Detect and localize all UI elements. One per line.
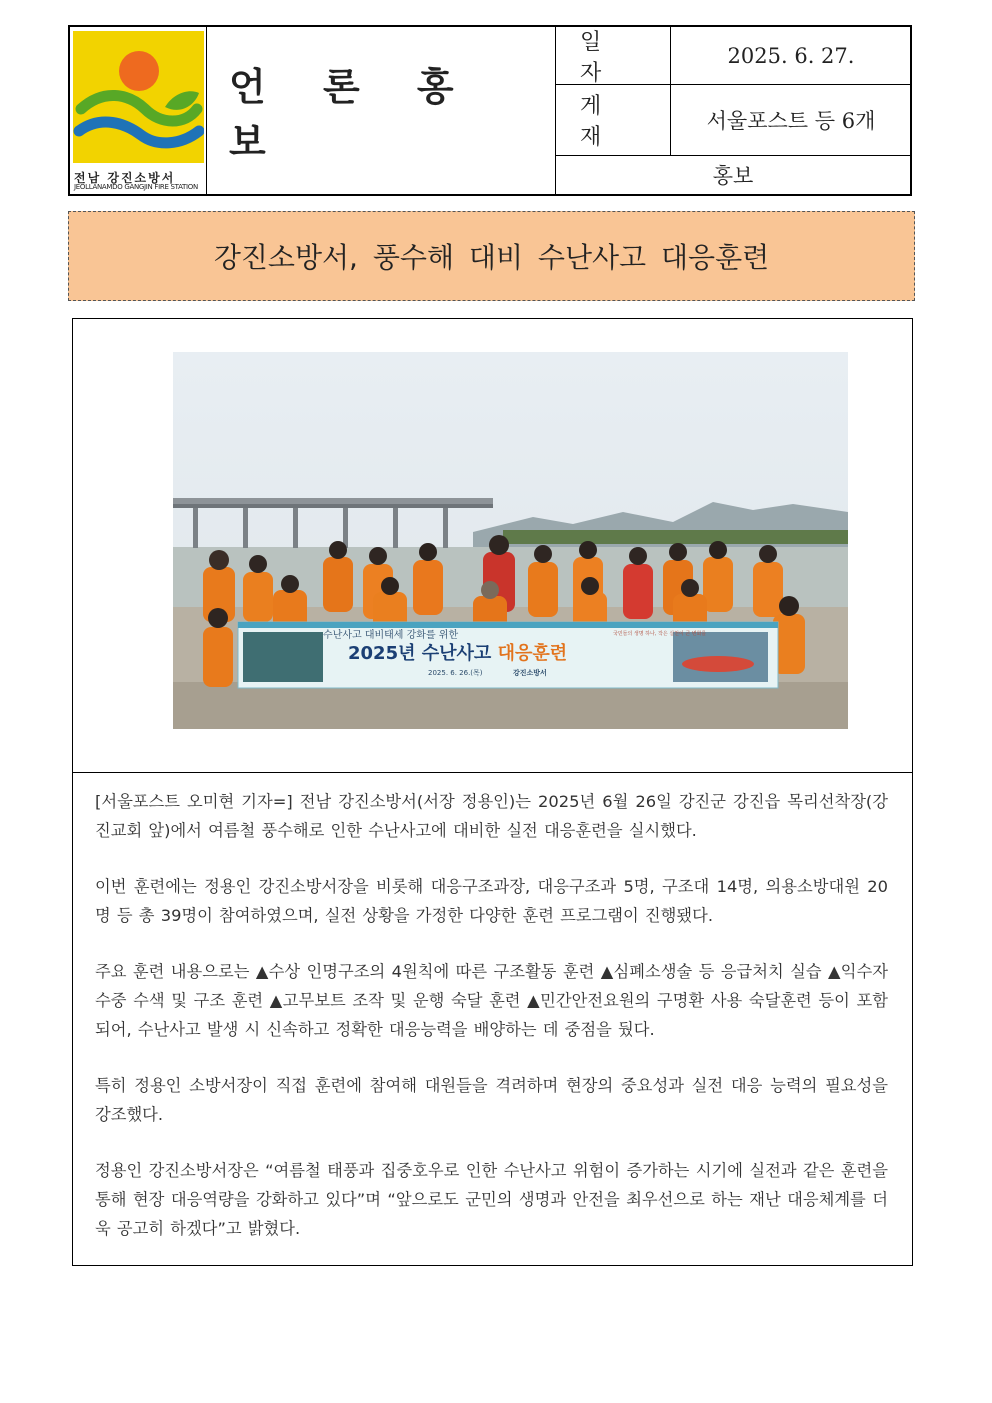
article-paragraph: [서울포스트 오미현 기자=] 전남 강진소방서(서장 정용인)는 2025년 6월 26일 강진군 강진읍 목리선착장(강진교회 앞)에서 여름철 풍수해로 인한 수난사고에 대비한 실전 대응훈련을 실시했다. [95,792,888,840]
article-body [72,772,913,1266]
fire-station-logo [73,31,204,163]
headline-text: 강진소방서, 풍수해 대비 수난사고 대응훈련 [213,241,770,274]
header-table [68,25,912,196]
publication-row [556,85,910,156]
category-cell: 홍보 [712,164,754,188]
headline-box [68,211,915,301]
article-paragraph: 정용인 강진소방서장은 “여름철 태풍과 집중호우로 인한 수난사고 위험이 증가하는 시기에 실전과 같은 훈련을 통해 현장 대응역량을 강화하고 있다”며 “앞으로도 군민의 생명과 안전을 최우선으로 하는 재난 대응체계를 더욱 공고히 하겠다”고 밝혔다. [95,1161,888,1238]
photo-frame [72,318,913,773]
banner-org: 강진소방서 [513,669,547,677]
publication-label: 게 재 [556,85,671,155]
banner-title-highlight: 대응훈련 [497,643,568,664]
banner-slogan: 국민들의 생명 하나, 작은 실천이 큰 변화를 [613,631,707,637]
article-paragraph: 이번 훈련에는 정용인 강진소방서장을 비롯해 대응구조과장, 대응구조과 5명, 구조대 14명, 의용소방대원 20명 등 총 39명이 참여하였으며, 실전 상황을 가정한 다양한 훈련 프로그램이 진행됐다. [95,877,888,925]
banner-date: 2025. 6. 26.(목) [428,669,483,677]
banner-title [348,642,567,664]
page-title: 언 론 홍 보 [229,63,476,164]
group-training-photo [173,352,848,729]
page-title-cell [207,27,556,194]
date-label: 일 자 [556,27,671,84]
date-value: 2025. 6. 27. [727,43,855,68]
logo-org-name: 전남 강진소방서 [74,171,176,185]
date-row [556,27,910,85]
article-paragraph: 주요 훈련 내용으로는 ▲수상 인명구조의 4원칙에 따른 구조활동 훈련 ▲심폐소생술 등 응급처치 실습 ▲익수자 수중 수색 및 구조 훈련 ▲고무보트 조작 및 운행 숙달 훈련 ▲민간안전요원의 구명환 사용 숙달훈련 등이 포함되어, 수난사고 발생 시 신속하고 정확한 대응능력을 배양하는 데 중점을 뒀다. [95,962,888,1039]
banner-subtitle: 수난사고 대비태세 강화를 위한 [323,630,459,641]
logo-org-name-en: JEOLLANAMDO GANGJIN FIRE STATION [74,183,198,191]
publication-value: 서울포스트 등 6개 [706,109,876,133]
logo-cell [70,27,207,194]
banner-title-prefix: 2025년 수난사고 [348,643,498,664]
article-paragraph: 특히 정용인 소방서장이 직접 훈련에 참여해 대원들을 격려하며 현장의 중요성과 실전 대응 능력의 필요성을 강조했다. [95,1076,888,1124]
